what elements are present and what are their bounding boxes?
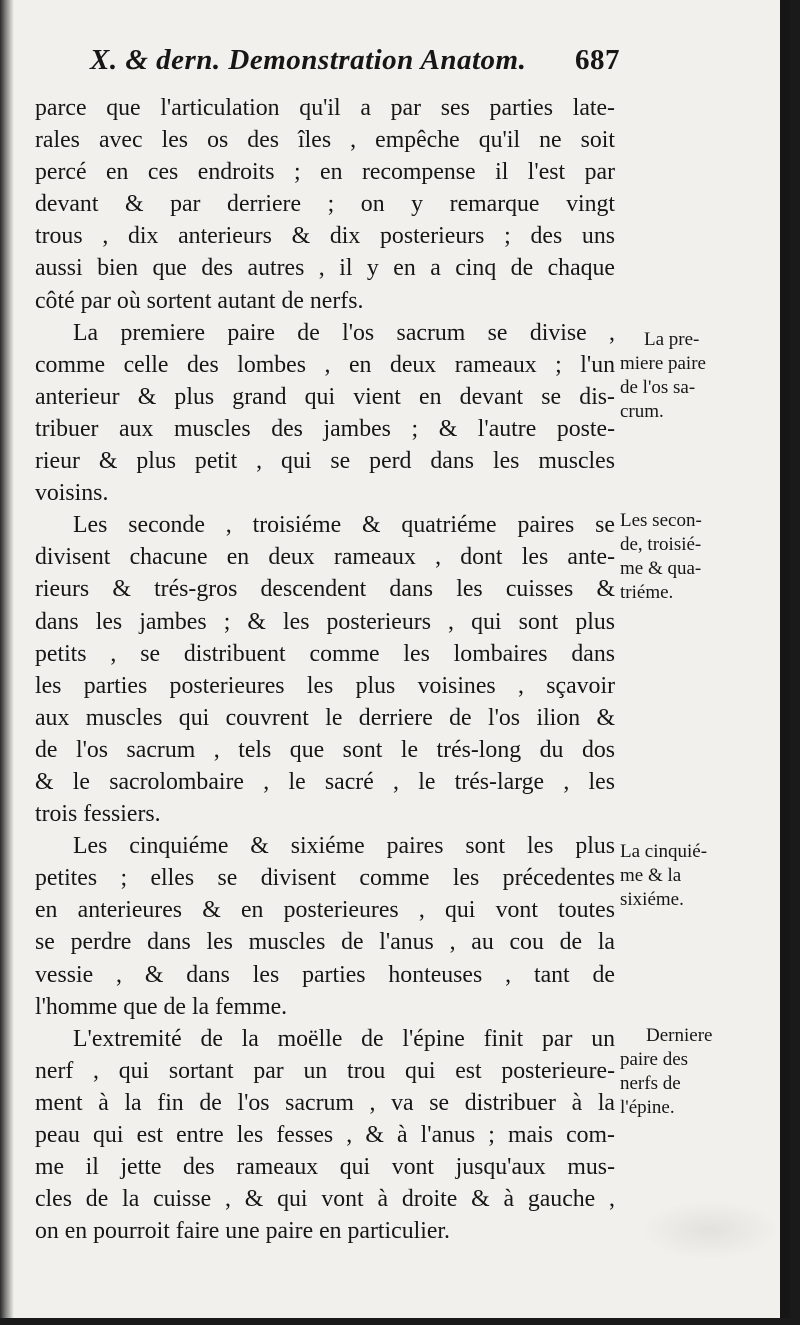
body-line: Les cinquiéme & sixiéme paires sont les plus: [73, 833, 615, 860]
margin-note-line: de l'os sa-: [620, 377, 696, 398]
margin-note-line: Derniere: [646, 1025, 713, 1046]
body-line: parce que l'articulation qu'il a par ses parties late-: [35, 95, 615, 121]
body-line: trois fessiers.: [35, 801, 161, 828]
body-line: cles de la cuisse , & qui vont à droite & à gauche ,: [35, 1186, 615, 1213]
margin-note-line: La pre-: [644, 329, 700, 350]
body-line: l'homme que de la femme.: [35, 993, 288, 1020]
body-line: petits , se distribuent comme les lombaires dans: [35, 640, 615, 667]
body-line: La premiere paire de l'os sacrum se divise ,: [73, 319, 615, 346]
body-line: divisent chacune en deux rameaux , dont les ante-: [35, 544, 615, 571]
body-line: rales avec les os des îles , empêche qu'il ne soit: [35, 127, 615, 154]
margin-note-line: de, troisié-: [620, 534, 702, 555]
body-line: rieur & plus petit , qui se perd dans les muscles: [35, 448, 615, 475]
body-line: nerf , qui sortant par un trou qui est posterieure-: [35, 1057, 615, 1084]
body-line: en anterieures & en posterieures , qui vont toutes: [35, 897, 615, 924]
body-line: se perdre dans les muscles de l'anus , au cou de la: [35, 929, 615, 956]
margin-note-cinquieme-sixieme: [620, 840, 770, 912]
body-line: les parties posterieures les plus voisines , sçavoir: [35, 672, 615, 699]
body-text: [35, 92, 615, 1247]
body-line: tribuer aux muscles des jambes ; & l'autre poste-: [35, 415, 615, 442]
body-line: petites ; elles se divisent comme les précedentes: [35, 865, 615, 892]
body-line: comme celle des lombes , en deux rameaux ; l'un: [35, 351, 615, 378]
body-line: dans les jambes ; & les posterieurs , qui sont plus: [35, 608, 615, 635]
body-line: me il jette des rameaux qui vont jusqu'aux mus-: [35, 1154, 615, 1181]
body-line: ment à la fin de l'os sacrum , va se distribuer à la: [35, 1089, 615, 1116]
body-line: devant & par derriere ; on y remarque vingt: [35, 191, 615, 218]
body-line: percé en ces endroits ; en recompense il l'est par: [35, 159, 615, 186]
margin-note-derniere-paire: [620, 1024, 770, 1120]
show-through-smudge: [640, 1200, 780, 1260]
body-line: & le sacrolombaire , le sacré , le trés-large , les: [35, 768, 615, 795]
margin-note-premiere-paire: [620, 328, 770, 424]
body-line: peau qui est entre les fesses , & à l'anus ; mais com-: [35, 1122, 615, 1148]
page-number: 687: [575, 44, 620, 76]
margin-note-line: paire des: [620, 1049, 689, 1070]
margin-note-line: crum.: [620, 401, 664, 422]
margin-note-seconde-troisieme: [620, 509, 770, 605]
running-head-title: X. & dern. Demonstration Anatom.: [90, 44, 527, 76]
body-line: trous , dix anterieurs & dix posterieurs ; des uns: [35, 223, 615, 250]
margin-note-line: l'épine.: [620, 1097, 675, 1118]
margin-note-line: triéme.: [620, 582, 674, 603]
body-line: voisins.: [35, 480, 109, 507]
margin-note-line: Les secon-: [620, 510, 702, 531]
running-head: [90, 44, 620, 77]
body-line: aussi bien que des autres , il y en a cinq de chaque: [35, 255, 615, 282]
margin-note-line: miere paire: [620, 353, 706, 374]
margin-note-line: nerfs de: [620, 1073, 681, 1094]
margin-note-line: La cinquié-: [620, 841, 708, 862]
body-line: vessie , & dans les parties honteuses , tant de: [35, 961, 615, 988]
page-edge-shadow: [780, 0, 790, 1318]
body-line: Les seconde , troisiéme & quatriéme paires se: [73, 512, 615, 539]
body-line: on en pourroit faire une paire en particulier.: [35, 1218, 450, 1245]
body-line: rieurs & trés-gros descendent dans les cuisses &: [35, 576, 615, 603]
body-line: de l'os sacrum , tels que sont le trés-long du dos: [35, 736, 615, 763]
margin-note-line: me & la: [620, 865, 682, 886]
body-line: anterieur & plus grand qui vient en devant se dis-: [35, 383, 615, 410]
margin-note-line: sixiéme.: [620, 889, 684, 910]
body-line: aux muscles qui couvrent le derriere de l'os ilion &: [35, 704, 615, 731]
body-line: côté par où sortent autant de nerfs.: [35, 287, 364, 314]
body-line: L'extremité de la moëlle de l'épine finit par un: [73, 1025, 615, 1052]
margin-note-line: me & qua-: [620, 558, 702, 579]
